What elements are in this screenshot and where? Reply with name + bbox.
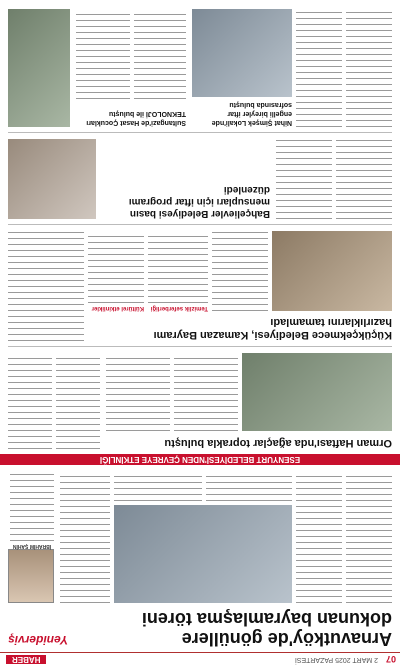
subhead: Temizlik seferberliği [150,305,208,311]
article-column [346,471,392,603]
page-number: 07 [385,654,396,664]
story-photo [272,231,392,311]
divider [8,132,392,133]
article-column [60,471,110,603]
article-column [88,231,144,303]
article-column [134,9,186,99]
page-header [0,652,400,665]
article-column [114,471,202,501]
divider [8,346,392,347]
portrait-caption: İBRAHİM ŞAHİN [12,543,52,549]
article-column [8,231,84,341]
section-label: HABER [6,655,46,664]
banner-strip: ESENYURT BELEDİYESİ'NDEN ÇEVREYE ETKİNLİĞİ [0,454,400,465]
story-photo [8,9,70,127]
article-column [346,9,392,127]
article-column [76,9,130,99]
story-photo [114,505,292,603]
article-column [276,139,332,219]
headline-arnavutkoy: Arnavutköy'de gönüllere dokunan bayramlaşma töreni [141,609,392,649]
article-column [8,353,52,449]
article-column [148,231,208,303]
headline-bahcelievler: Bahçelievler Belediyesi basın mensupları için iftar programı düzenledi [128,184,270,219]
headline-lokal: Nihat Şimşek Lokali'nde engelli bireyler iftar sofrasında buluştu [211,101,292,126]
issue-date: 2 MART 2025 PAZARTESİ [294,656,378,663]
divider [8,224,392,225]
subhead: Kültürel etkinlikler [91,305,144,311]
author-portrait [8,549,54,603]
story-photo [242,353,392,431]
headline-sultangazi: Sultangazi'de Hasat Çocukları TEKNOLOJİ ile buluştu [86,110,186,126]
brand-logo: Yeniderviş [8,633,69,647]
headline-orman: Orman Haftası'nda ağaçlar toprakla buluştu [164,437,392,449]
article-column [174,353,238,431]
article-column [212,231,268,311]
article-column [10,471,54,541]
article-column [56,353,100,449]
article-column [296,9,342,127]
article-column [106,353,170,431]
article-column [206,471,292,501]
story-photo [192,9,292,97]
headline-kucukcekmece: Küçükçekmece Belediyesi, Kamazan Bayramı hazırlıklarını tamamladı [153,316,392,341]
story-photo [8,139,96,219]
article-column [336,139,392,219]
article-column [296,471,342,603]
